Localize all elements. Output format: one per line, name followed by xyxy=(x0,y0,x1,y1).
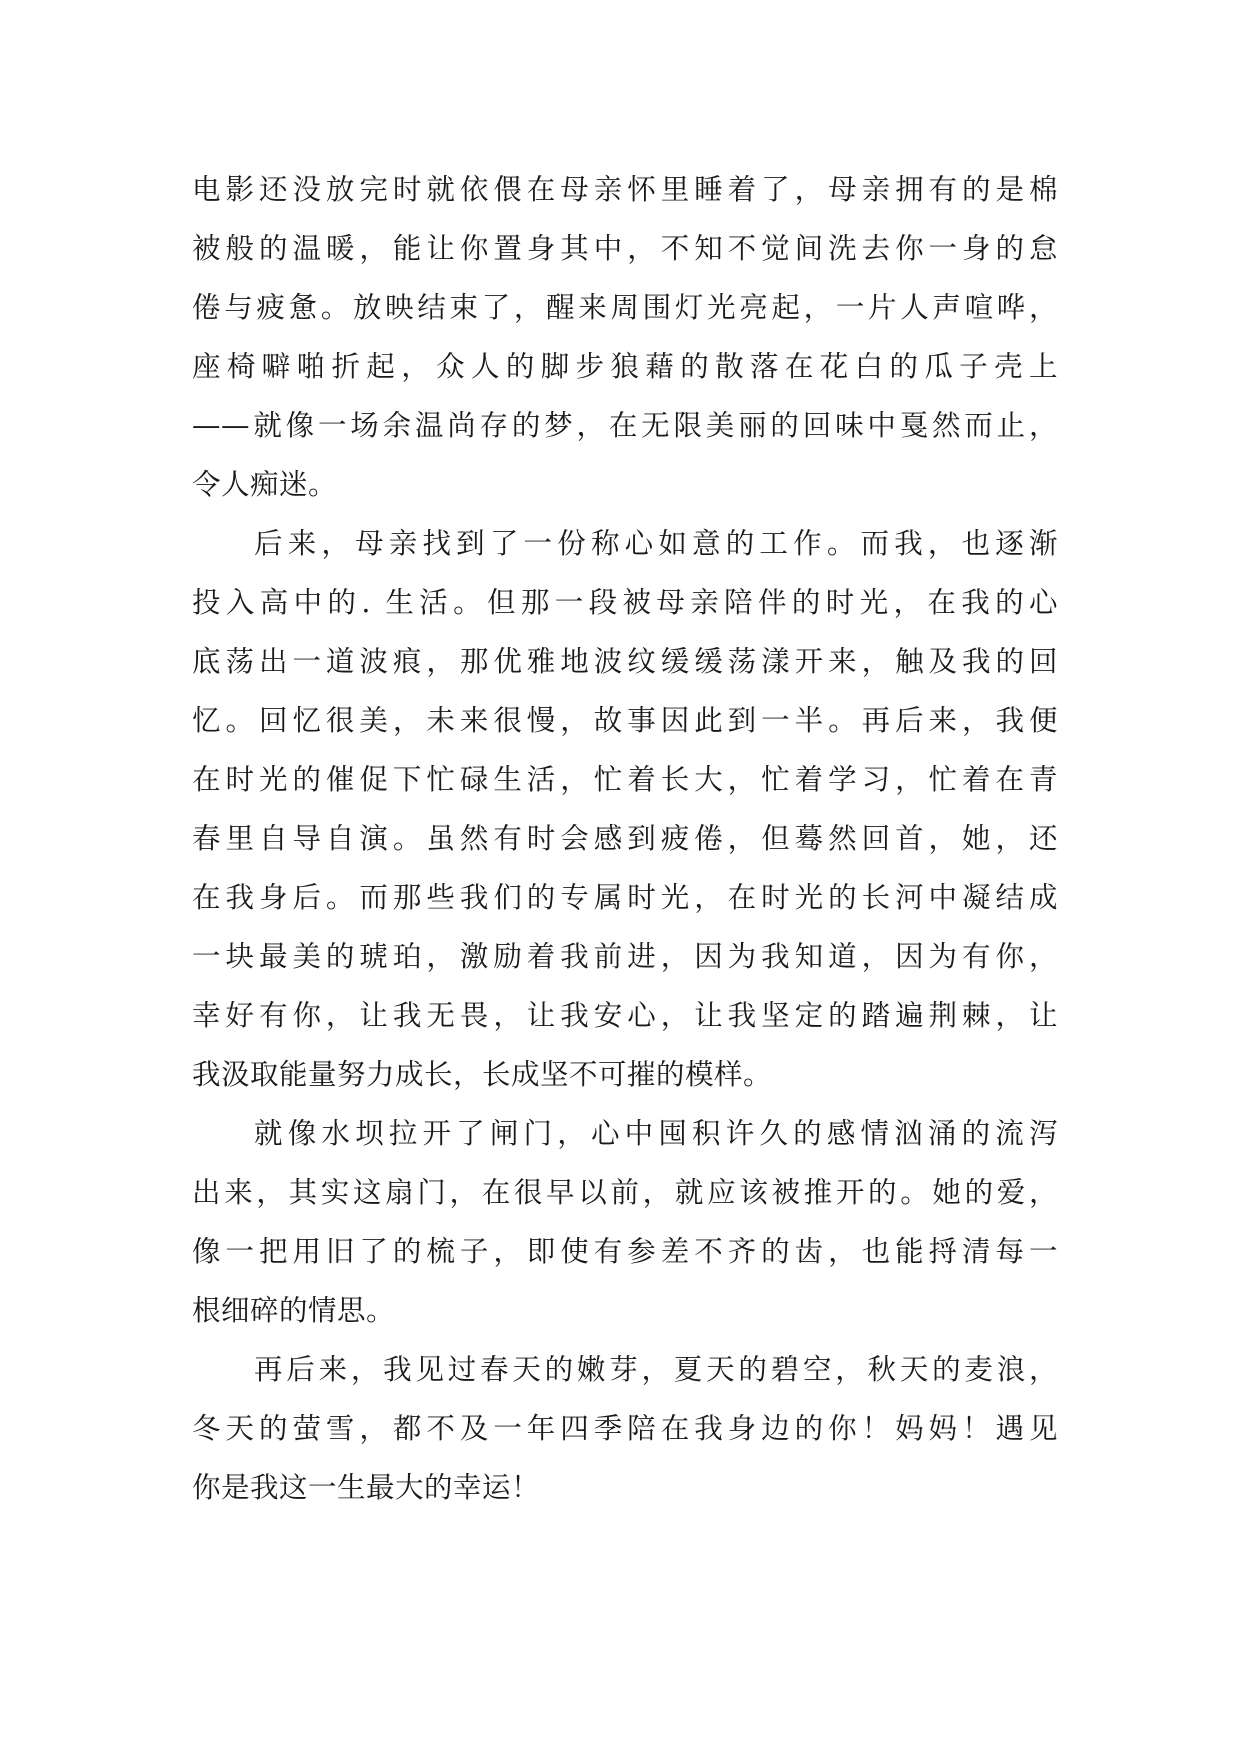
text-line: 出来，其实这扇门，在很早以前，就应该被推开的。她的爱， xyxy=(192,1176,1058,1209)
paragraph-4 xyxy=(192,1340,1058,1517)
text-line: 再后来，我见过春天的嫩芽，夏天的碧空，秋天的麦浪， xyxy=(254,1353,1058,1386)
text-line: 冬天的萤雪，都不及一年四季陪在我身边的你！妈妈！遇见 xyxy=(192,1412,1058,1445)
text-line: 倦与疲惫。放映结束了，醒来周围灯光亮起，一片人声喧哗， xyxy=(192,291,1058,324)
text-line: 座椅噼啪折起，众人的脚步狼藉的散落在花白的瓜子壳上 xyxy=(192,350,1058,383)
text-line: 后来，母亲找到了一份称心如意的工作。而我，也逐渐 xyxy=(254,527,1058,560)
text-line: 我汲取能量努力成长，长成坚不可摧的模样。 xyxy=(192,1058,773,1091)
paragraph-2 xyxy=(192,514,1058,1104)
text-line: 幸好有你，让我无畏，让我安心，让我坚定的踏遍荆棘，让 xyxy=(192,999,1058,1032)
text-line: 底荡出一道波痕，那优雅地波纹缓缓荡漾开来，触及我的回 xyxy=(192,645,1058,678)
text-line: 像一把用旧了的梳子，即使有参差不齐的齿，也能捋清每一 xyxy=(192,1235,1058,1268)
text-line: 根细碎的情思。 xyxy=(192,1294,396,1327)
text-line: 一块最美的琥珀，激励着我前进，因为我知道，因为有你， xyxy=(192,940,1058,973)
text-line: 被般的温暖，能让你置身其中，不知不觉间洗去你一身的怠 xyxy=(192,232,1058,265)
text-line: 春里自导自演。虽然有时会感到疲倦，但蓦然回首，她，还 xyxy=(192,822,1058,855)
text-line: 忆。回忆很美，未来很慢，故事因此到一半。再后来，我便 xyxy=(192,704,1058,737)
text-line: 在我身后。而那些我们的专属时光，在时光的长河中凝结成 xyxy=(192,881,1058,914)
text-line: 你是我这一生最大的幸运！ xyxy=(192,1471,541,1504)
text-line: ——就像一场余温尚存的梦，在无限美丽的回味中戛然而止， xyxy=(192,409,1058,442)
text-line: 就像水坝拉开了闸门，心中囤积许久的感情汹涌的流泻 xyxy=(254,1117,1058,1150)
paragraph-1 xyxy=(192,160,1058,514)
text-line: 电影还没放完时就依偎在母亲怀里睡着了，母亲拥有的是棉 xyxy=(192,173,1058,206)
document-body xyxy=(192,160,1058,1517)
text-line: 投入高中的. 生活。但那一段被母亲陪伴的时光，在我的心 xyxy=(192,586,1058,619)
paragraph-3 xyxy=(192,1104,1058,1340)
text-line: 在时光的催促下忙碌生活，忙着长大，忙着学习，忙着在青 xyxy=(192,763,1058,796)
text-line: 令人痴迷。 xyxy=(192,468,338,501)
